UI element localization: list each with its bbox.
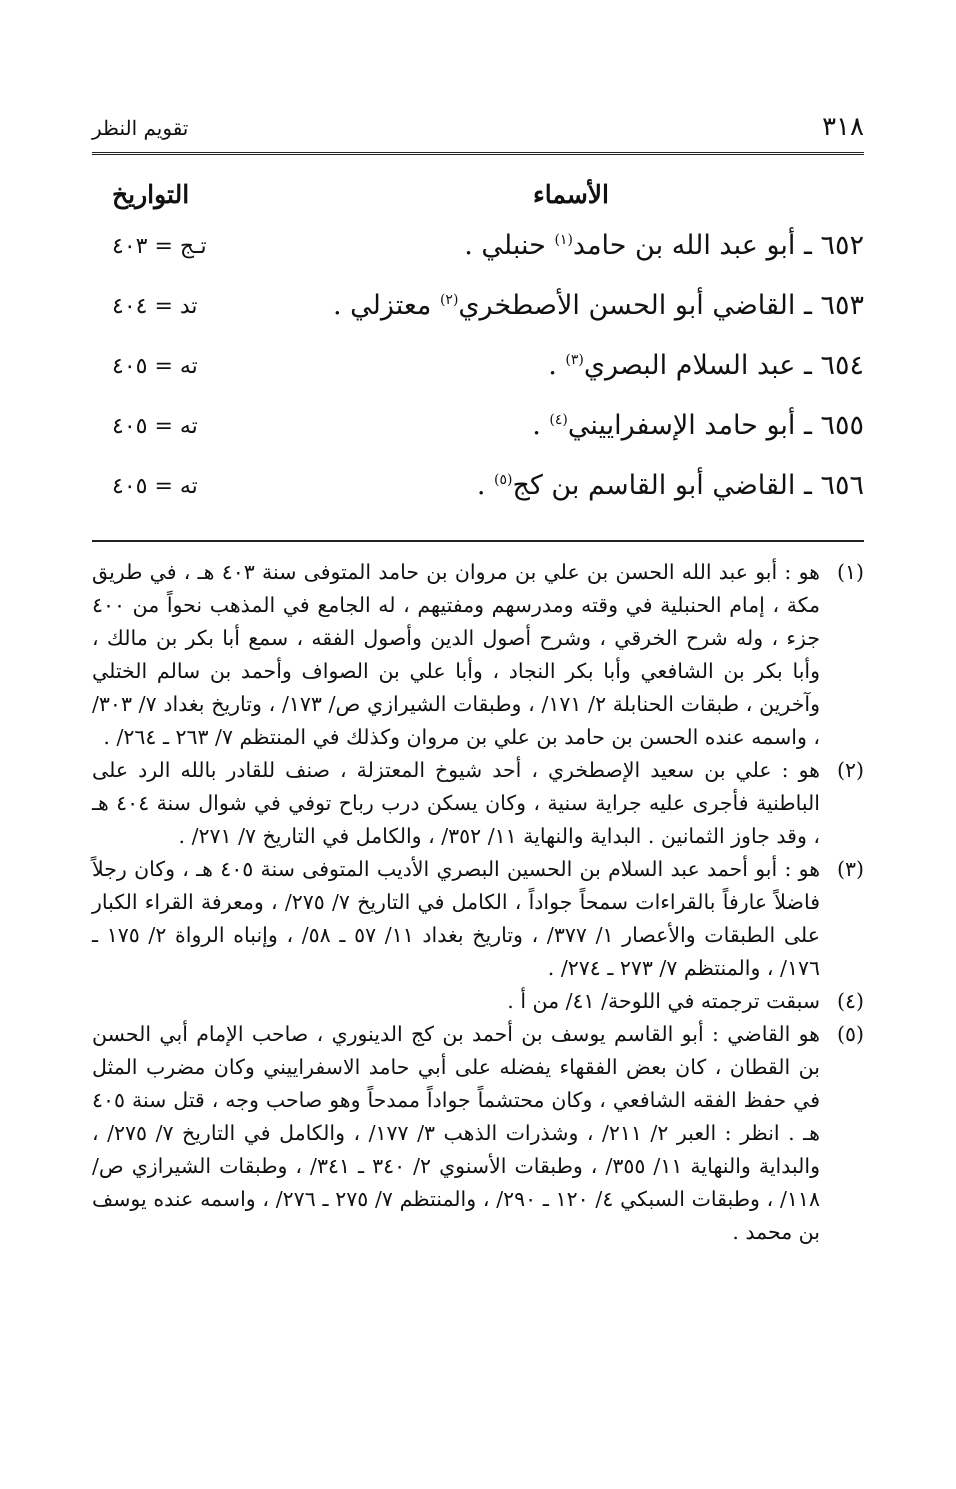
footnote-ref: (٢) bbox=[439, 292, 459, 308]
footnote-ref: (٥) bbox=[494, 472, 513, 488]
entry-name: ٦٥٦ ـ القاضي أبو القاسم بن كج$^{(٥)}$ . bbox=[476, 470, 864, 501]
dates-column-heading: التواريخ bbox=[112, 180, 190, 209]
footnote-text: هو : أبو عبد الله الحسن بن علي بن مروان بن حامد المتوفى سنة ٤٠٣ هـ ، في طريق مكة ، إمام الحنبلية في وقته ومدرسهم ومفتيهم ، له الجامع في المذهب نحواً من ٤٠٠ جزء ، وله شرح الخرقي ، وشرح أصول الدين وأصول الفقه ، سمع أبا بكر بن مالك ، وأبا بكر بن الشافعي وأبا بكر النجاد ، وأبا علي بن الصواف وأحمد بن سالم الختلي وآخرين ، طبقات الحنابلة ٢/ ١٧١/ ، وطبقات الشيرازي ص/ ١٧٣/ ، وتاريخ بغداد ٧/ ٣٠٣/ ، واسمه عنده الحسن بن حامد بن علي بن مروان وكذلك في المنتظم ٧/ ٢٦٣ ـ ٢٦٤/ . bbox=[92, 560, 820, 749]
footnote bbox=[92, 1018, 864, 1249]
table-header bbox=[92, 180, 864, 230]
footnote-number: (١) bbox=[836, 560, 864, 584]
footnote-ref: (٤) bbox=[549, 412, 568, 428]
footnotes bbox=[92, 556, 864, 1249]
footnote-text: سبقت ترجمته في اللوحة/ ٤١/ من أ . bbox=[507, 989, 820, 1013]
entry-date: ته = ٤٠٥ bbox=[112, 414, 198, 439]
footnote bbox=[92, 556, 864, 754]
names-column-heading: الأسماء bbox=[533, 180, 609, 209]
footnote-number: (٥) bbox=[836, 1022, 864, 1046]
footnote bbox=[92, 985, 864, 1018]
entry-date: تد = ٤٠٤ bbox=[112, 294, 198, 319]
page-header bbox=[92, 112, 864, 148]
names-table bbox=[92, 180, 864, 530]
footnote-separator bbox=[92, 540, 864, 542]
entry-date: تـج = ٤٠٣ bbox=[112, 234, 207, 259]
footnote-number: (٤) bbox=[836, 989, 864, 1013]
entry-date: ته = ٤٠٥ bbox=[112, 354, 198, 379]
footnote-text: هو القاضي : أبو القاسم يوسف بن أحمد بن كج الدينوري ، صاحب الإمام أبي الحسن بن القطان ، كان بعض الفقهاء يفضله على أبي حامد الاسفراييني وكان مضرب المثل في حفظ الفقه الشافعي ، وكان محتشماً جواداً ممدحاً وهو صاحب وجه ، قتل سنة ٤٠٥ هـ . انظر : العبر ٢/ ٢١١/ ، وشذرات الذهب ٣/ ١٧٧/ ، والكامل في التاريخ ٧/ ٢٧٥/ ، والبداية والنهاية ١١/ ٣٥٥/ ، وطبقات الأسنوي ٢/ ٣٤٠ ـ ٣٤١/ ، وطبقات الشيرازي ص/ ١١٨/ ، وطبقات السبكي ٤/ ١٢٠ ـ ٢٩٠/ ، والمنتظم ٧/ ٢٧٥ ـ ٢٧٦/ ، واسمه عنده يوسف بن محمد . bbox=[92, 1022, 821, 1244]
footnote-text: هو : أبو أحمد عبد السلام بن الحسين البصري الأديب المتوفى سنة ٤٠٥ هـ ، وكان رجلاً فاضلاً عارفاً بالقراءات سمحاً جواداً ، الكامل في التاريخ ٧/ ٢٧٥/ ، ومعرفة القراء الكبار على الطبقات والأعصار ١/ ٣٧٧/ ، وتاريخ بغداد ١١/ ٥٧ ـ ٥٨/ ، وإنباه الرواة ٢/ ١٧٥ ـ ١٧٦/ ، والمنتظم ٧/ ٢٧٣ ـ ٢٧٤/ . bbox=[92, 857, 821, 980]
table-row bbox=[92, 230, 864, 290]
footnote bbox=[92, 853, 864, 985]
table-row bbox=[92, 470, 864, 530]
entry-name: ٦٥٥ ـ أبو حامد الإسفراييني$^{(٤)}$ . bbox=[532, 410, 864, 441]
footnote-ref: (١) bbox=[554, 232, 573, 248]
table-row bbox=[92, 410, 864, 470]
footnote-text: هو : علي بن سعيد الإصطخري ، أحد شيوخ المعتزلة ، صنف للقادر بالله الرد على الباطنية فأجرى عليه جراية سنية ، وكان يسكن درب رباح توفي في شوال سنة ٤٠٤ هـ ، وقد جاوز الثمانين . البداية والنهاية ١١/ ٣٥٢/ ، والكامل في التاريخ ٧/ ٢٧١/ . bbox=[92, 758, 820, 848]
footnote-number: (٣) bbox=[836, 857, 864, 881]
footnote-number: (٢) bbox=[836, 758, 864, 782]
page-number: ٣١٨ bbox=[822, 112, 864, 142]
header-rule bbox=[92, 152, 864, 155]
running-title: تقويم النظر bbox=[92, 116, 189, 140]
entry-date: ته = ٤٠٥ bbox=[112, 474, 198, 499]
table-row bbox=[92, 350, 864, 410]
entry-name: ٦٥٤ ـ عبد السلام البصري$^{(٣)}$ . bbox=[548, 350, 864, 381]
table-row bbox=[92, 290, 864, 350]
entry-name: ٦٥٢ ـ أبو عبد الله بن حامد$^{(١)}$ حنبلي . bbox=[464, 230, 864, 261]
entry-name: ٦٥٣ ـ القاضي أبو الحسن الأصطخري$^{(٢)}$ معتزلي . bbox=[332, 290, 864, 321]
footnote bbox=[92, 754, 864, 853]
footnote-ref: (٣) bbox=[565, 352, 584, 368]
